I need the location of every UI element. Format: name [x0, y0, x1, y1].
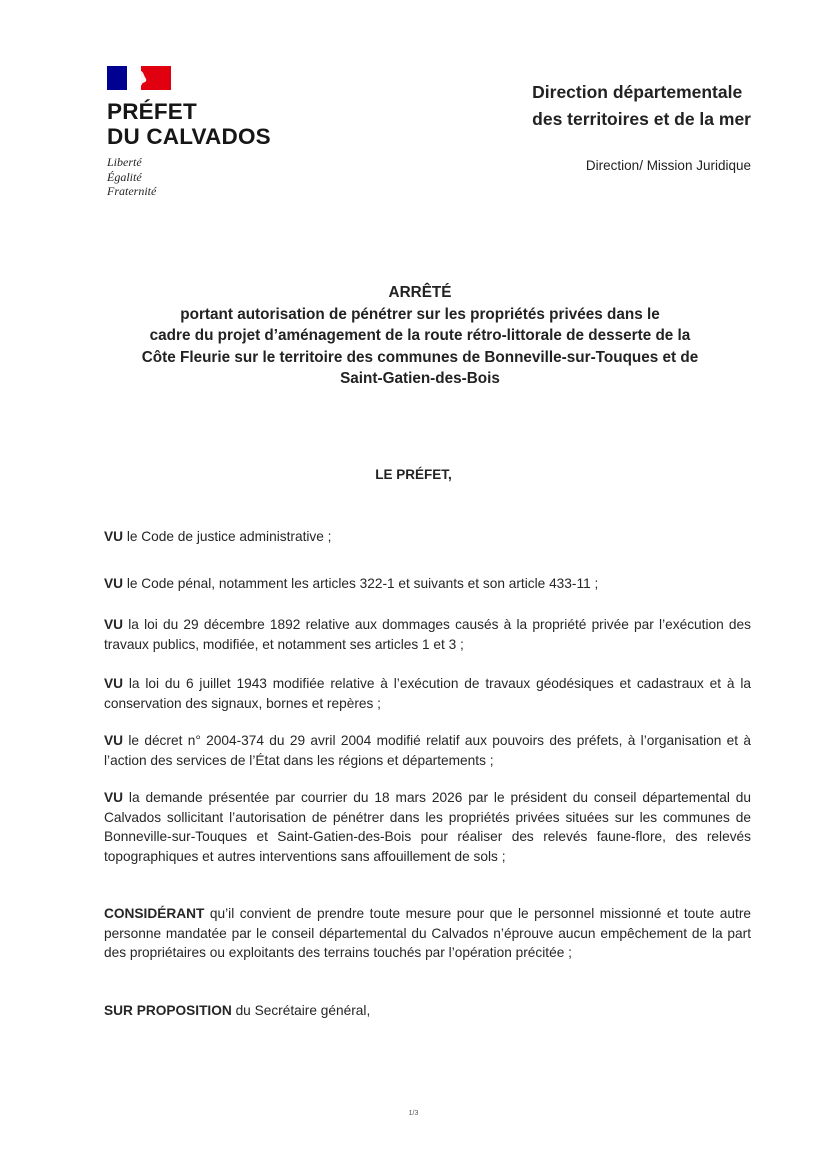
considerant-paragraph: CONSIDÉRANT qu’il convient de prendre toute mesure pour que le personnel missionné et toute autre personne mandatée par le conseil départemental du Calvados n’éprouve aucun empêchement de la part des propriétaires ou exploitants des terrains touchés par l’opération précitée ; — [104, 906, 751, 960]
decree-title-line2: cadre du projet d’aménagement de la route rétro-littorale de desserte de la — [149, 327, 691, 344]
directorate-line2: des territoires et de la mer — [532, 109, 751, 129]
prefecture-name-line2: DU CALVADOS — [107, 124, 271, 149]
marianne-profile-icon — [125, 68, 153, 90]
visa-paragraph: VU le Code de justice administrative ; — [104, 529, 332, 544]
visa-paragraph: VU la demande présentée par courrier du 18 mars 2026 par le président du conseil départemental du Calvados sollicitant l’autorisation de pénétrer dans les propriétés privées situées sur les communes de Bonneville-sur-Touques et Saint-Gatien-des-Bois pour réaliser des relevés faune-flore, des relevés topographiques et autres interventions sans affouillement de sols ; — [104, 790, 751, 864]
prefecture-name — [107, 99, 307, 149]
motto-liberte: Liberté — [107, 155, 142, 169]
prefecture-name-line1: PRÉFET — [107, 99, 197, 124]
decree-title — [90, 282, 750, 390]
proposition-paragraph: SUR PROPOSITION du Secrétaire général, — [104, 1003, 371, 1018]
issuing-directorate — [532, 79, 751, 133]
tricolor-flag-icon — [107, 66, 171, 90]
page-number: 1/3 — [408, 1110, 419, 1117]
republic-motto — [107, 155, 307, 199]
visa-paragraph: VU la loi du 29 décembre 1892 relative aux dommages causés à la propriété privée par l’exécution des travaux publics, modifiée, et notamment ses articles 1 et 3 ; — [104, 617, 751, 652]
motto-fraternite: Fraternité — [107, 184, 157, 198]
marianne-logo — [107, 66, 307, 199]
decree-title-line3: Côte Fleurie sur le territoire des communes de Bonneville-sur-Touques et de — [141, 348, 699, 366]
decree-heading: ARRÊTÉ — [388, 284, 452, 301]
decree-title-line4: Saint-Gatien-des-Bois — [340, 370, 500, 387]
mission-label: Direction/ Mission Juridique — [585, 158, 751, 173]
visa-paragraph: VU le Code pénal, notamment les articles 322-1 et suivants et son article 433-11 ; — [104, 576, 599, 591]
visa-paragraph: VU la loi du 6 juillet 1943 modifiée relative à l’exécution de travaux géodésiques et cadastraux et à la conservation des signaux, bornes et repères ; — [104, 676, 751, 711]
directorate-line1: Direction départementale — [532, 82, 743, 102]
decree-title-line1: portant autorisation de pénétrer sur les propriétés privées dans le — [180, 305, 660, 323]
visa-paragraph: VU le décret n° 2004-374 du 29 avril 2004 modifié relatif aux pouvoirs des préfets, à l’organisation et à l’action des services de l’État dans les régions et départements ; — [104, 733, 751, 768]
le-prefet-heading: LE PRÉFET, — [375, 467, 452, 482]
motto-egalite: Égalité — [107, 169, 142, 184]
